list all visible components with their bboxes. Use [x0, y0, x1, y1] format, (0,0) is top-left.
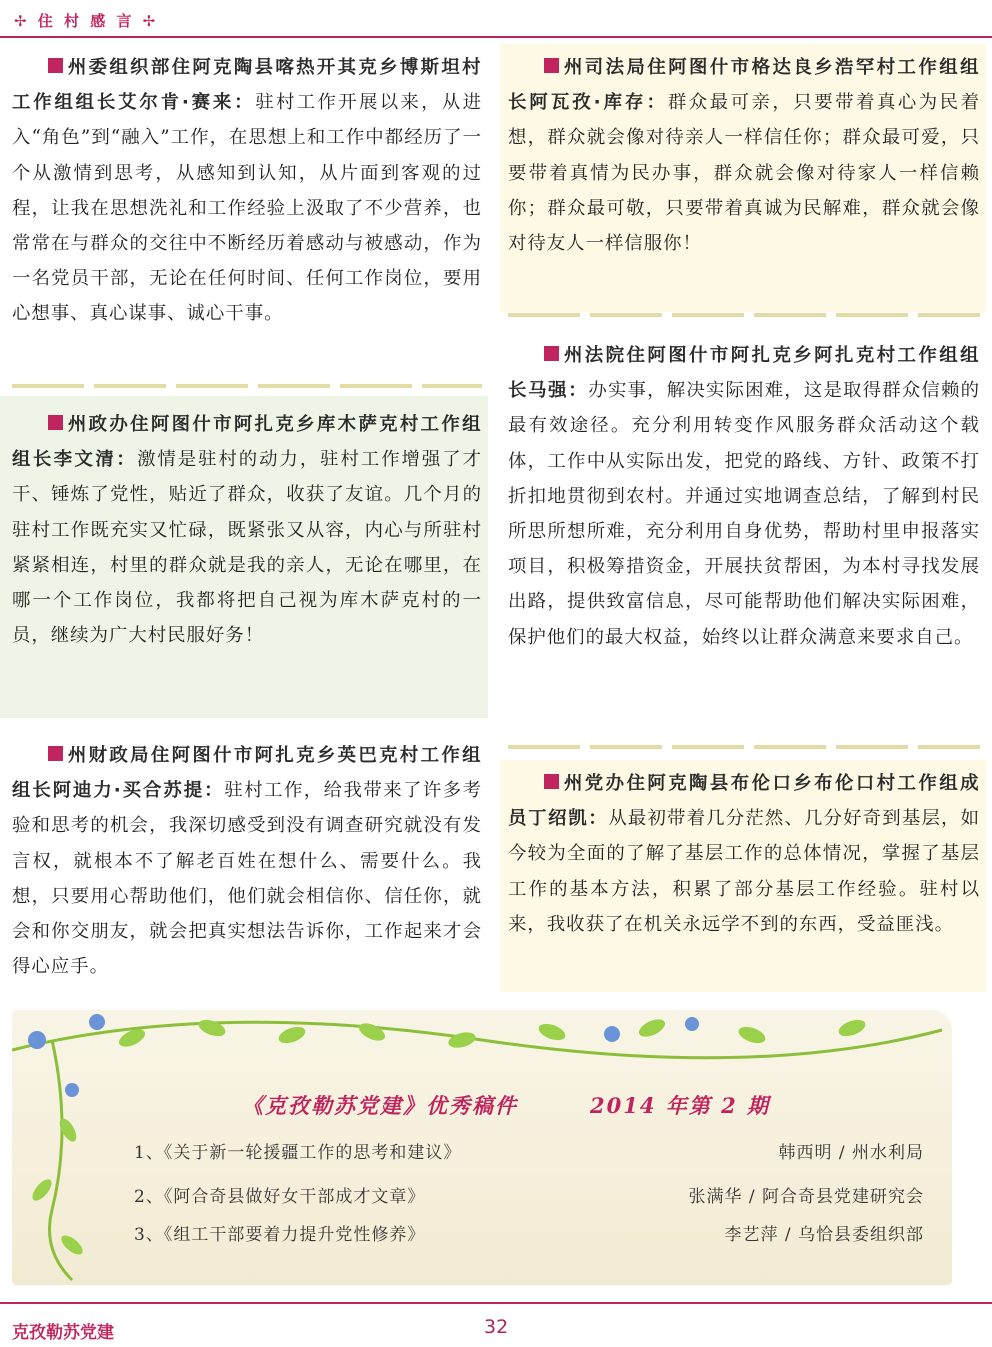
- article-title: 州党办住阿克陶县布伦口乡布伦口村工作组成员丁绍凯：: [508, 773, 980, 830]
- section-divider: [508, 313, 980, 317]
- article-1: [12, 50, 482, 332]
- section-divider: [508, 745, 980, 749]
- page-number: 32: [484, 1316, 509, 1338]
- article-6: [500, 760, 986, 992]
- article-5: [508, 338, 980, 655]
- article-paragraph: [508, 766, 980, 942]
- article-title: 州司法局住阿图什市格达良乡浩罕村工作组组长阿瓦孜·库存：: [508, 57, 980, 114]
- excellent-item-author: 张满华 / 阿合奇县党建研究会: [688, 1187, 924, 1207]
- article-body: 群众最可亲，只要带着真心为民着想，群众就会像对待亲人一样信任你；群众最可爱，只要带着真情为民办事，群众就会像对待家人一样信赖你；群众最可敬，只要带着真诚为民解难，群众就会像对待友人一样信服你！: [508, 92, 980, 255]
- excellent-item-author: 韩西明 / 州水利局: [778, 1143, 924, 1163]
- article-paragraph: [12, 50, 482, 332]
- square-bullet-icon: [48, 415, 63, 430]
- article-3: [12, 738, 482, 984]
- excellent-item-title: 2、《阿合奇县做好女干部成才文章》: [134, 1187, 426, 1207]
- page-header: [0, 0, 992, 44]
- article-paragraph: [12, 407, 482, 653]
- article-title: 州财政局住阿图什市阿扎克乡英巴克村工作组组长阿迪力·买合苏提：: [12, 745, 482, 802]
- article-body: 驻村工作开展以来，从进入“角色”到“融入”工作，在思想上和工作中都经历了一个从激情到思考，从感知到认知，从片面到客观的过程，让我在思想洗礼和工作经验上汲取了不少营养，也常常在与群众的交往中不断经历着感动与被感动，作为一名党员干部，无论在任何时间、任何工作岗位，要用心想事、真心谋事、诚心干事。: [12, 92, 482, 325]
- article-title: 州委组织部住阿克陶县喀热开其克乡博斯坦村工作组组长艾尔肯·赛来：: [12, 57, 482, 114]
- article-paragraph: [12, 738, 482, 984]
- magazine-logo: 克孜勒苏党建: [12, 1323, 114, 1343]
- header-rule: [0, 36, 992, 38]
- square-bullet-icon: [48, 58, 63, 73]
- issue-label: 2014 年第 2 期: [590, 1093, 770, 1118]
- article-body: 从最初带着几分茫然、几分好奇到基层，如今较为全面的了解了基层工作的总体情况，掌握了基层工作的基本方法，积累了部分基层工作经验。驻村以来，我收获了在机关永远学不到的东西，受益匪浅。: [508, 808, 980, 935]
- section-label: ✢ 住 村 感 言 ✢: [14, 12, 159, 30]
- section-divider: [12, 384, 482, 388]
- square-bullet-icon: [544, 774, 559, 789]
- article-body: 驻村工作，给我带来了许多考验和思考的机会，我深切感受到没有调查研究就没有发言权，就根本不了解老百姓在想什么、需要什么。我想，只要用心帮助他们，他们就会相信你、信任你，就会和你交朋友，就会把真实想法告诉你，工作起来才会得心应手。: [12, 780, 482, 978]
- excellent-item-author: 李艺萍 / 乌恰县委组织部: [724, 1225, 924, 1245]
- article-body: 办实事，解决实际困难，这是取得群众信赖的最有效途径。充分利用转变作风服务群众活动这个载体，工作中从实际出发，把党的路线、方针、政策不打折扣地贯彻到农村。并通过实地调查总结，了解到村民所思所想所难，充分利用自身优势，帮助村里申报落实项目，积极筹措资金，开展扶贫帮困，为本村寻找发展出路，提供致富信息，尽可能帮助他们解决实际困难，保护他们的最大权益，始终以让群众满意来要求自己。: [508, 380, 980, 648]
- article-paragraph: [508, 338, 980, 655]
- excellent-articles-box: [12, 1010, 952, 1285]
- excellent-item-title: 1、《关于新一轮援疆工作的思考和建议》: [134, 1143, 462, 1163]
- excellent-articles-title: 《克孜勒苏党建》优秀稿件: [242, 1093, 518, 1118]
- article-paragraph: [508, 50, 980, 261]
- article-2: [0, 396, 488, 718]
- footer-rule: [0, 1302, 992, 1304]
- excellent-item-title: 3、《组工干部要着力提升党性修养》: [134, 1225, 426, 1245]
- article-body: 激情是驻村的动力，驻村工作增强了才干、锤炼了党性，贴近了群众，收获了友谊。几个月的驻村工作既充实又忙碌，既紧张又从容，内心与所驻村紧紧相连，村里的群众就是我的亲人，无论在哪里，在哪一个工作岗位，我都将把自己视为库木萨克村的一员，继续为广大村民服好务！: [12, 449, 482, 647]
- article-title: 州法院住阿图什市阿扎克乡阿扎克村工作组组长马强：: [508, 345, 980, 402]
- square-bullet-icon: [544, 346, 559, 361]
- square-bullet-icon: [544, 58, 559, 73]
- article-4: [500, 44, 986, 312]
- article-title: 州政办住阿图什市阿扎克乡库木萨克村工作组组长李文清：: [12, 414, 482, 471]
- square-bullet-icon: [48, 746, 63, 761]
